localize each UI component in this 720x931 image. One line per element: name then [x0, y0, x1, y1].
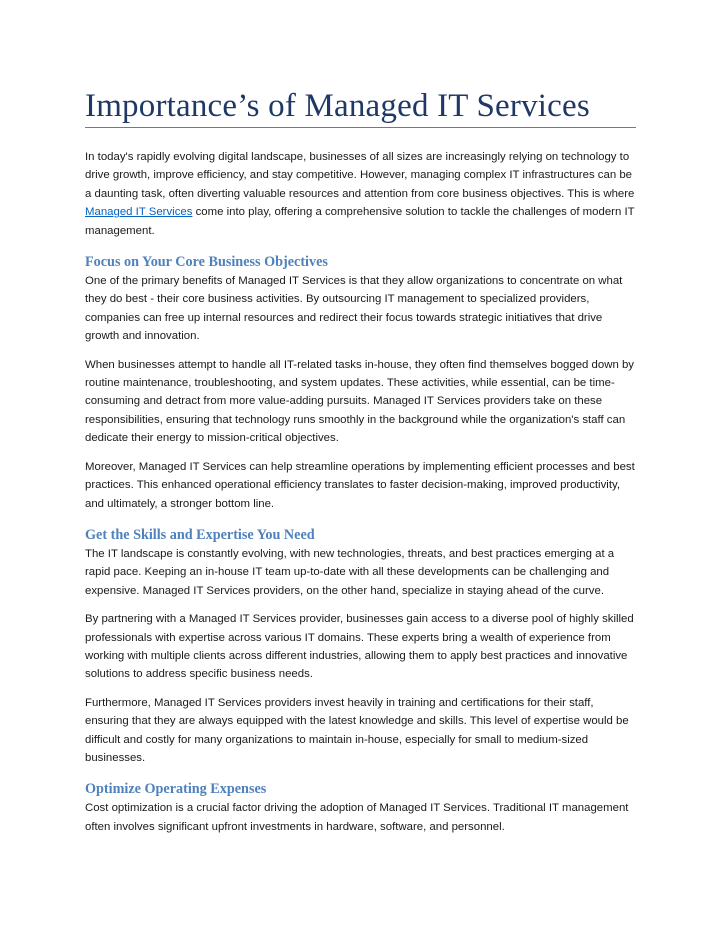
section-heading-operating-expenses: Optimize Operating Expenses — [85, 781, 267, 798]
intro-paragraph — [85, 148, 636, 240]
title-underline — [85, 127, 636, 128]
section-1-paragraph-3: Moreover, Managed IT Services can help streamline operations by implementing efficient processes and best practices. This enhanced operational efficiency translates to faster decision-making, improved productivity, and ultimately, a stronger bottom line. — [85, 460, 635, 510]
section-heading-core-objectives: Focus on Your Core Business Objectives — [85, 254, 328, 271]
section-1-paragraph-2: When businesses attempt to handle all IT-related tasks in-house, they often find themselves bogged down by routine maintenance, troubleshooting, and system updates. These activities, while essential, can be time-consuming and detract from more value-adding pursuits. Managed IT Services providers take on these responsibilities, ensuring that technology runs smoothly in the background while the organization's staff can dedicate their energy to mission-critical objectives. — [85, 358, 634, 445]
managed-it-services-link[interactable]: Managed IT Services — [85, 206, 193, 219]
section-3-paragraph-1: Cost optimization is a crucial factor driving the adoption of Managed IT Services. Traditional IT management often involves significant upfront investments in hardware, software, and personnel. — [85, 802, 629, 833]
page-title: Importance’s of Managed IT Services — [85, 88, 590, 124]
intro-text-before: In today's rapidly evolving digital landscape, businesses of all sizes are increasingly relying on technology to drive growth, improve efficiency, and stay competitive. However, managing complex IT infrastructures can be a daunting task, often diverting valuable resources and attention from core business objectives. This is where — [85, 151, 635, 200]
section-2-paragraph-3: Furthermore, Managed IT Services providers invest heavily in training and certifications for their staff, ensuring that they are always equipped with the latest knowledge and skills. This level of expertise would be difficult and costly for many organizations to maintain in-house, especially for small to medium-sized businesses. — [85, 696, 629, 764]
intro-text-after: come into play, offering a comprehensive solution to tackle the challenges of modern IT management. — [85, 206, 635, 237]
section-2-paragraph-1: The IT landscape is constantly evolving, with new technologies, threats, and best practices emerging at a rapid pace. Keeping an in-house IT team up-to-date with all these developments can be challenging and expensive. Managed IT Services providers, on the other hand, specialize in staying ahead of the curve. — [85, 547, 615, 597]
section-heading-skills-expertise: Get the Skills and Expertise You Need — [85, 526, 315, 543]
section-1-paragraph-1: One of the primary benefits of Managed IT Services is that they allow organizations to concentrate on what they do best - their core business activities. By outsourcing IT management to specialized providers, companies can free up internal resources and redirect their focus towards strategic initiatives that drive growth and innovation. — [85, 275, 623, 343]
section-2-paragraph-2: By partnering with a Managed IT Services provider, businesses gain access to a diverse pool of highly skilled professionals with expertise across various IT domains. These experts bring a wealth of experience from working with multiple clients across different industries, allowing them to apply best practices and innovative solutions to address specific business needs. — [85, 613, 634, 681]
